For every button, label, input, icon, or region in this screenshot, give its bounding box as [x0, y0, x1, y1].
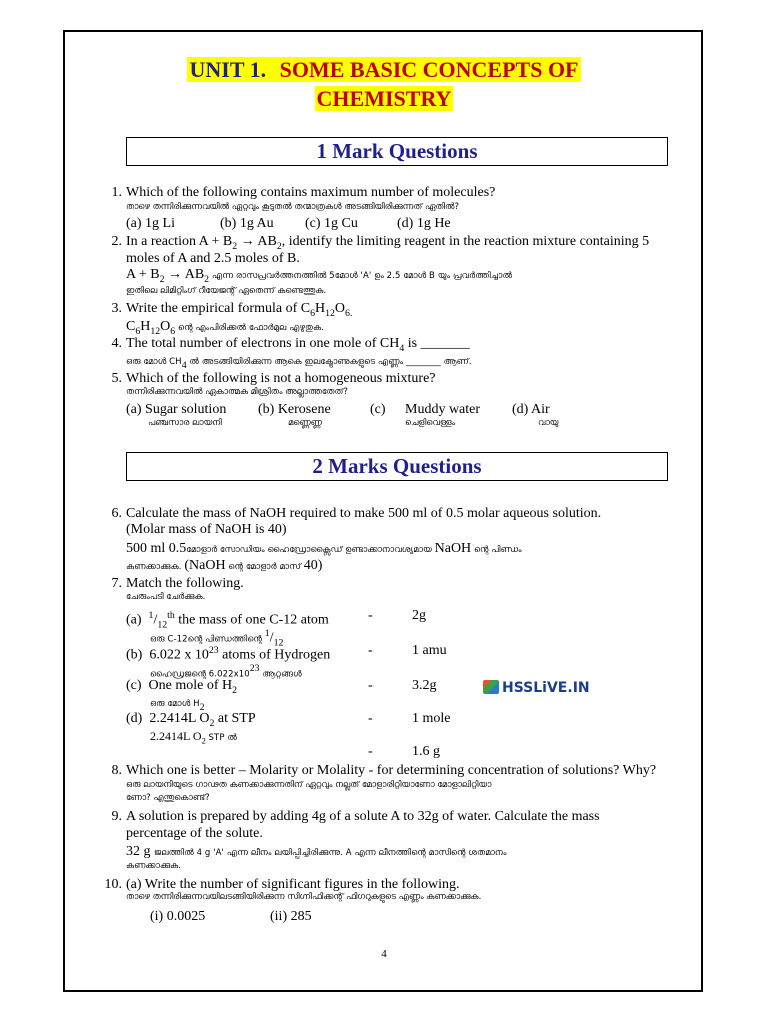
q5-option-a: (a) Sugar solution: [126, 402, 227, 417]
question-number: 9.: [111, 809, 122, 824]
question-number: 7.: [111, 576, 122, 591]
question-1-malayalam: താഴെ തന്നിരിക്കുന്നവയിൽ ഏറ്റവും കൂടുതൽ തന്മാത്രകൾ അടങ്ങിയിരിക്കുന്നത് ഏതിൽ?: [126, 202, 460, 212]
match-answer-d: 1 mole: [412, 711, 451, 726]
match-answer-a: 2g: [412, 608, 426, 623]
match-answer-b: 1 amu: [412, 643, 447, 658]
question-number: 3.: [111, 301, 122, 316]
match-dash: -: [368, 711, 373, 726]
q5-option-d: (d) Air: [512, 402, 550, 417]
question-9-line2: percentage of the solute.: [126, 826, 263, 841]
match-item-b-malayalam: ഹൈഡ്രജന്റെ $6.022x10^{23}$ ആറ്റങ്ങൾ: [150, 663, 302, 680]
match-item-d: (d) 2.2414L $O_2$ at STP: [126, 711, 256, 729]
q5-option-b: (b) Kerosene: [258, 402, 331, 417]
match-item-c: (c) One mole of $H_2$: [126, 678, 238, 696]
match-item-b: (b) 6.022 x $10^{23}$ atoms of Hydrogen: [126, 645, 331, 663]
question-2-malayalam: ഇതിലെ ലിമിറ്റിംഗ് റീയേജന്റ് ഏതെന്ന് കണ്ടെത്തുക.: [126, 286, 327, 296]
question-text: A solution is prepared by adding 4g of a solute A to 32g of water. Calculate the mass: [126, 809, 600, 824]
q5-option-c: Muddy water: [405, 402, 481, 417]
question-8-malayalam-line2: ണോ? എന്തുകൊണ്ട്?: [126, 793, 210, 803]
page-number: 4: [381, 948, 387, 960]
match-dash: -: [368, 643, 373, 658]
logo-icon: [483, 680, 499, 694]
question-number: 5.: [111, 371, 122, 386]
question-number: 1.: [111, 185, 122, 200]
question-text: Write the empirical formula of $C_6H_{12}O_{6.}$: [126, 301, 353, 319]
match-answer-extra: 1.6 g: [412, 744, 440, 759]
q5-option-d-malayalam: വായു: [538, 418, 559, 428]
question-6-malayalam-line2: കണക്കാക്കുക. (NaOH ന്റെ മോളാർ മാസ് 40): [126, 558, 323, 573]
question-6-molar-mass: (Molar mass of NaOH is 40): [126, 522, 287, 537]
question-text: The total number of electrons in one mole of $CH_4$ is _______: [126, 336, 470, 354]
q10-item-ii: (ii) 285: [270, 909, 312, 924]
match-item-a: (a) $^1/_{12}^{th}$ the mass of one C-12 atom: [126, 610, 329, 631]
question-text: In a reaction $A + B_2 \to AB_2$, identify the limiting reagent in the reaction mixture containing 5: [126, 234, 650, 252]
unit-topic-line1: SOME BASIC CONCEPTS OF: [279, 57, 579, 82]
q1-option-a: (a) 1g Li: [126, 216, 175, 231]
match-answer-c: 3.2g: [412, 678, 437, 693]
question-3-malayalam: $C_6H_{12}O_6$ ന്റെ എംപിരിക്കൽ ഫോർമുല എഴുതുക.: [126, 319, 324, 337]
question-text: Match the following.: [126, 576, 244, 591]
section-heading-1-mark: 1 Mark Questions: [126, 137, 668, 166]
section-heading-2-marks: 2 Marks Questions: [126, 452, 668, 481]
q1-option-d: (d) 1g He: [397, 216, 451, 231]
match-item-c-malayalam: ഒരു മോൾ $H_2$: [150, 699, 205, 713]
match-item-a-malayalam: ഒരു C-12ന്റെ പിണ്ഡത്തിന്റെ $^1/_{12}$: [150, 628, 284, 649]
question-9-malayalam-line2: കണക്കാക്കുക.: [126, 861, 181, 871]
question-text: Which of the following is not a homogeneous mixture?: [126, 371, 436, 386]
unit-topic-line2: CHEMISTRY: [316, 86, 452, 111]
question-number: 6.: [111, 506, 122, 521]
unit-number: UNIT 1.: [189, 57, 267, 82]
question-2-line2: moles of A and 2.5 moles of B.: [126, 251, 300, 266]
question-number: 4.: [111, 336, 122, 351]
question-text: Which one is better – Molarity or Molality - for determining concentration of solutions? Why?: [126, 763, 657, 778]
q1-option-b: (b) 1g Au: [220, 216, 274, 231]
unit-title: [0, 55, 768, 113]
question-6-malayalam: 500 ml 0.5മോളാർ സോഡിയം ഹൈഡ്രോക്സൈഡ് ഉണ്ടാക്കാനാവശ്യമായ NaOH ന്റെ പിണ്ഡം: [126, 541, 522, 556]
match-item-d-malayalam: 2.2414L $O_2$ STP ൽ: [150, 729, 237, 746]
question-10-malayalam: താഴെ തന്നിരിക്കുന്നവയിലടങ്ങിയിരിക്കുന്ന സിഗ്നിഫിക്കന്റ് ഫിഗറുകളുടെ എണ്ണം കണക്കാക്കുക.: [126, 892, 482, 902]
question-9-malayalam: 32 g ജലത്തിൽ 4 g 'A' എന്ന ലീനം ലയിപ്പിച്ചിരിക്കുന്നു. A എന്ന ലീനത്തിന്റെ മാസിന്റെ ശതമാനം: [126, 844, 507, 859]
question-text: Which of the following contains maximum number of molecules?: [126, 185, 496, 200]
match-dash: -: [368, 744, 373, 759]
question-4-malayalam: ഒരു മോൾ $CH_4$ ൽ അടങ്ങിയിരിക്കുന്ന ആകെ ഇലക്ട്രോണുകളുടെ എണ്ണം ________ ആണ്.: [126, 357, 472, 371]
match-dash: -: [368, 678, 373, 693]
question-5-malayalam: തന്നിരിക്കുന്നവയിൽ ഏകാത്മക മിശ്രിതം അല്ലാത്തതേത്?: [126, 387, 348, 397]
question-text: Calculate the mass of NaOH required to make 500 ml of 0.5 molar aqueous solution.: [126, 506, 602, 521]
question-text: (a) Write the number of significant figures in the following.: [126, 877, 460, 892]
hsslive-logo: HSSLiVE.IN: [483, 680, 590, 696]
q1-option-c: (c) 1g Cu: [305, 216, 358, 231]
question-number: 10.: [104, 877, 122, 892]
q5-option-b-malayalam: മണ്ണെണ്ണ: [288, 418, 322, 428]
question-2-equation: $A + B_2 \to AB_2$ എന്ന രാസപ്രവർത്തനത്തിൽ 5മോൾ 'A' ഉം 2.5 മോൾ B യും പ്രവർത്തിച്ചാൽ: [126, 267, 513, 285]
question-number: 2.: [111, 234, 122, 249]
q5-option-c-malayalam: ചെളിവെള്ളം: [405, 418, 456, 428]
question-7-malayalam: ചേരുംപടി ചേർക്കുക.: [126, 592, 206, 602]
q10-item-i: (i) 0.0025: [150, 909, 206, 924]
question-8-malayalam: ഒരു ലായനിയുടെ ഗാഢത കണക്കാക്കുന്നതിന് ഏറ്റവും നല്ലത് മോളാരിറ്റിയാണോ മോളാലിറ്റിയാ: [126, 780, 492, 790]
q5-option-c-label: (c): [370, 402, 386, 417]
match-dash: -: [368, 608, 373, 623]
q5-option-a-malayalam: പഞ്ചസാര ലായനി: [148, 418, 222, 428]
question-number: 8.: [111, 763, 122, 778]
